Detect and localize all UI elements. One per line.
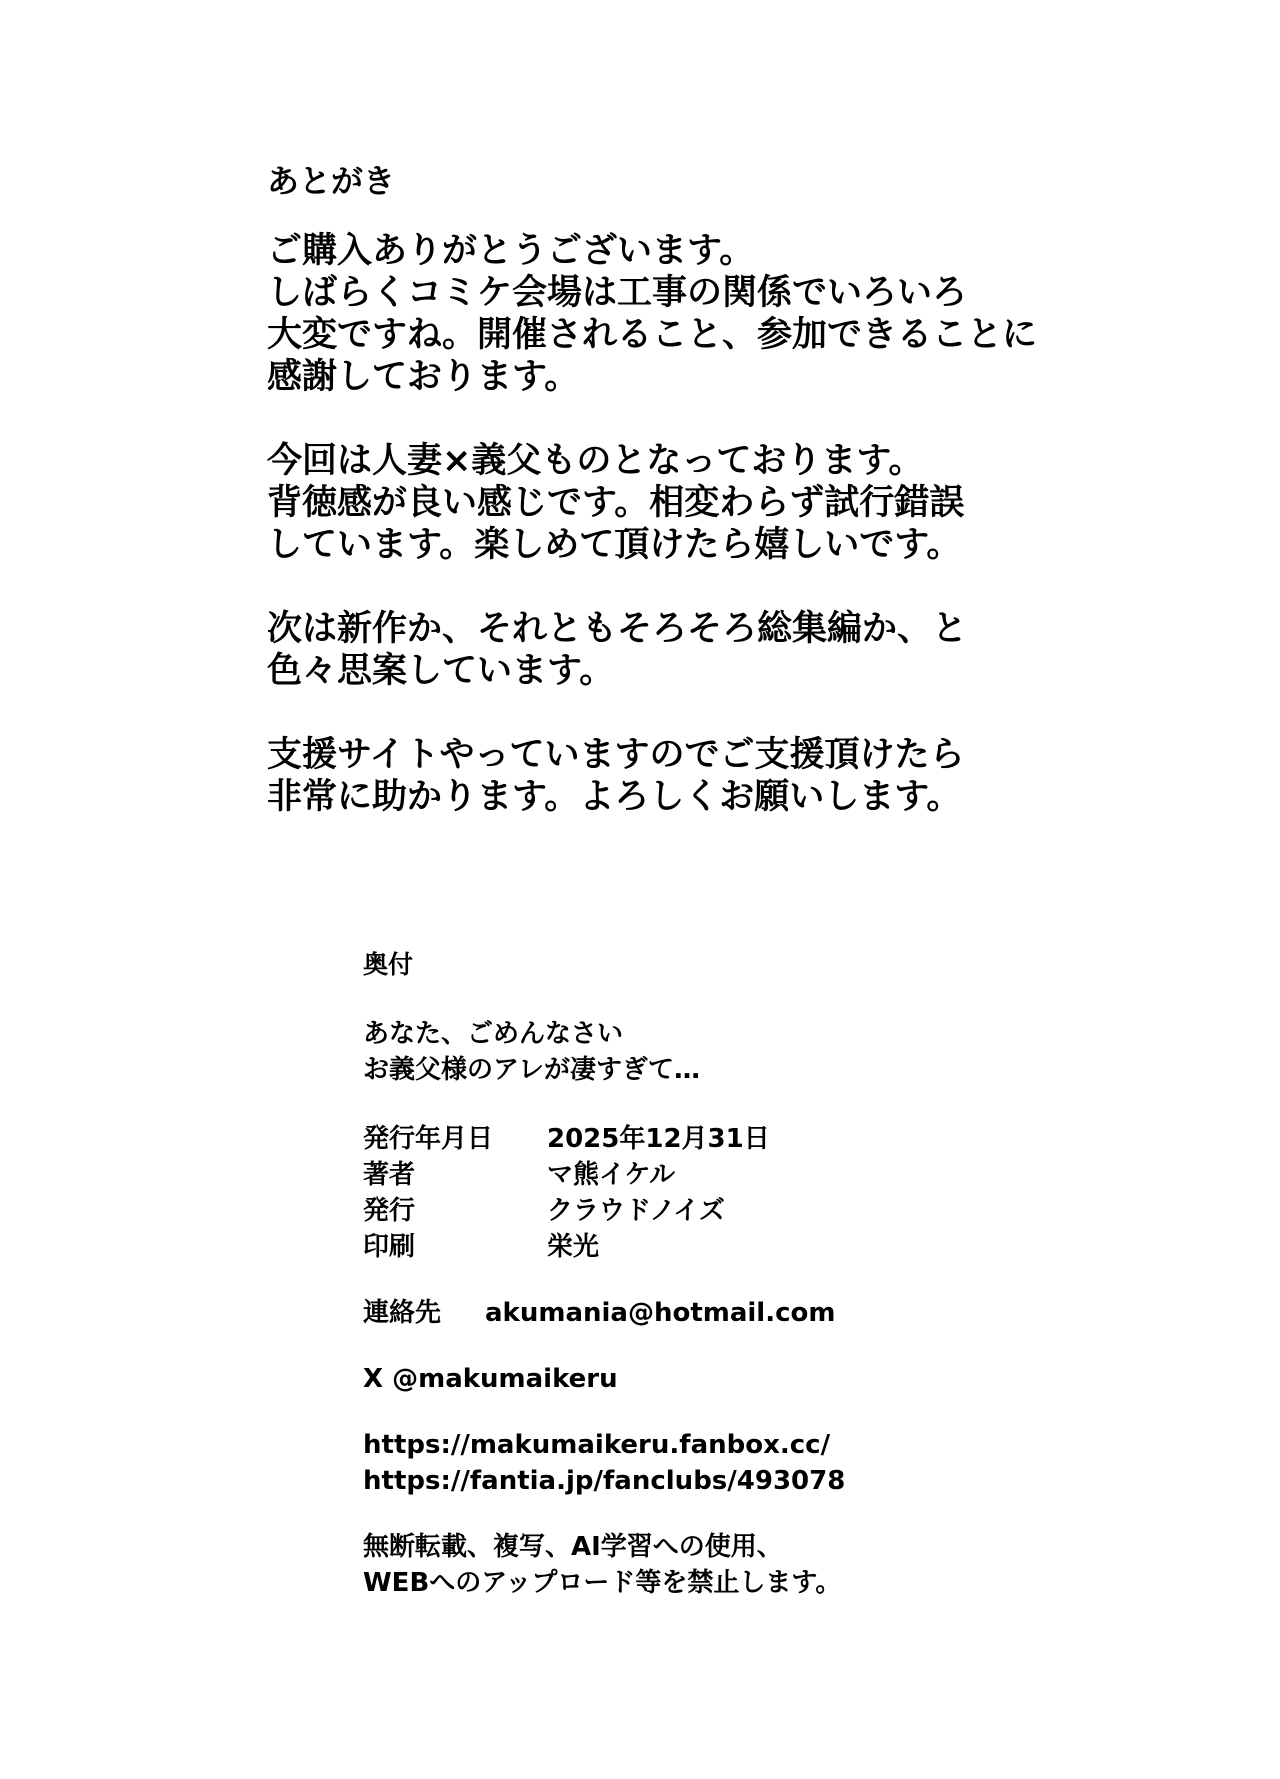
contact-row <box>363 1295 1063 1331</box>
info-value: クラウドノイズ <box>547 1196 725 1226</box>
x-handle: X @makumaikeru <box>363 1364 618 1394</box>
afterword-line: 大変ですね。開催されること、参加できることに <box>267 315 1038 355</box>
info-row-printer <box>363 1229 1063 1265</box>
afterword-title: あとがき <box>267 162 396 200</box>
afterword-paragraph <box>267 734 1067 818</box>
afterword-line: しています。楽しめて頂けたら嬉しいです。 <box>267 525 962 565</box>
info-key: 発行 <box>363 1196 416 1226</box>
afterword-paragraph <box>267 230 1067 398</box>
afterword-line: 背徳感が良い感じです。相変わらず試行錯誤 <box>267 483 965 523</box>
afterword-line: 今回は人妻×義父ものとなっております。 <box>267 441 924 481</box>
info-row-publisher <box>363 1193 1063 1229</box>
colophon-section <box>363 948 1063 1601</box>
afterword-paragraph <box>267 608 1067 692</box>
info-value: マ熊イケル <box>547 1160 676 1190</box>
publication-info <box>363 1121 1063 1265</box>
info-row-author <box>363 1157 1063 1193</box>
copyright-notice <box>363 1529 1063 1601</box>
info-key: 著者 <box>363 1160 416 1190</box>
afterword-line: 感謝しております。 <box>267 357 580 397</box>
book-title <box>363 1016 1063 1088</box>
notice-line: WEBへのアップロード等を禁止します。 <box>363 1568 842 1598</box>
contact-key: 連絡先 <box>363 1298 442 1328</box>
afterword-line: 支援サイトやっていますのでご支援頂けたら <box>267 735 965 775</box>
support-urls <box>363 1427 1063 1499</box>
afterword-line: 色々思案しています。 <box>267 651 615 691</box>
afterword-section <box>267 160 1067 860</box>
afterword-paragraph <box>267 440 1067 566</box>
fanbox-url: https://makumaikeru.fanbox.cc/ <box>363 1430 831 1460</box>
afterword-line: 非常に助かります。よろしくお願いします。 <box>267 777 962 817</box>
afterword-line: しばらくコミケ会場は工事の関係でいろいろ <box>267 273 968 313</box>
afterword-line: 次は新作か、それともそろそろ総集編か、と <box>267 609 968 649</box>
info-row-date <box>363 1121 1063 1157</box>
info-value: 2025年12月31日 <box>547 1124 770 1154</box>
notice-line: 無断転載、複写、AI学習への使用、 <box>363 1532 783 1562</box>
contact-email: akumania@hotmail.com <box>485 1298 836 1328</box>
book-title-line: お義父様のアレが凄すぎて… <box>363 1055 700 1085</box>
colophon-title: 奥付 <box>363 950 414 979</box>
fantia-url: https://fantia.jp/fanclubs/493078 <box>363 1466 846 1496</box>
info-value: 栄光 <box>547 1232 600 1262</box>
info-key: 発行年月日 <box>363 1124 494 1154</box>
book-title-line: あなた、ごめんなさい <box>363 1019 624 1049</box>
afterword-line: ご購入ありがとうございます。 <box>267 231 755 271</box>
info-key: 印刷 <box>363 1232 416 1262</box>
